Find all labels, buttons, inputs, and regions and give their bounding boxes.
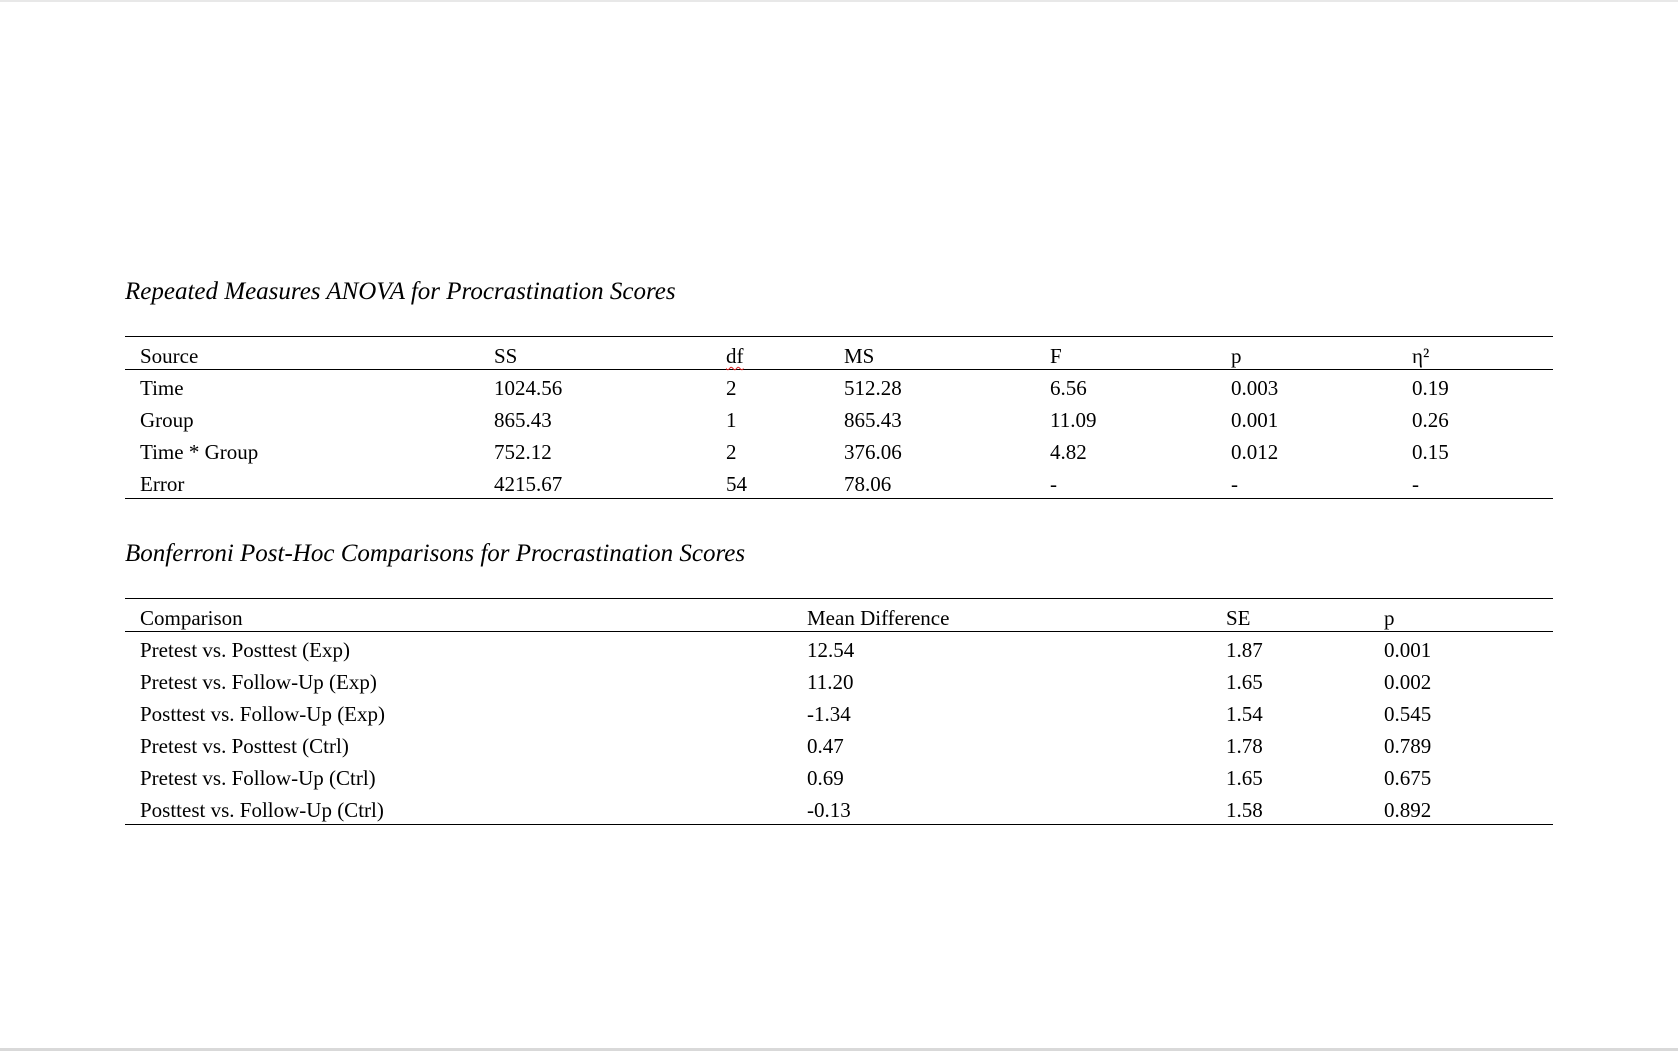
table-row — [125, 632, 1553, 664]
cell-ms: 512.28 — [844, 376, 902, 400]
cell-ms: 865.43 — [844, 408, 902, 432]
cell-ms: 78.06 — [844, 472, 892, 496]
cell-ss: 752.12 — [494, 440, 552, 464]
cell-se: 1.78 — [1226, 734, 1263, 758]
cell-mean-difference: 0.47 — [807, 734, 844, 758]
cell-source: Group — [140, 408, 194, 432]
cell-se: 1.65 — [1226, 670, 1263, 694]
cell-se: 1.87 — [1226, 638, 1263, 662]
posthoc-header-row — [125, 599, 1553, 632]
anova-table — [125, 336, 1553, 499]
cell-f: - — [1050, 472, 1057, 496]
cell-source: Time — [140, 376, 184, 400]
cell-source: Error — [140, 472, 185, 496]
cell-source: Time * Group — [140, 440, 259, 464]
cell-mean-difference: 12.54 — [807, 638, 855, 662]
cell-p: 0.001 — [1384, 638, 1432, 662]
cell-df: 54 — [726, 472, 747, 496]
table-row — [125, 664, 1553, 696]
cell-p: 0.012 — [1231, 440, 1279, 464]
posthoc-header-mean-difference: Mean Difference — [807, 606, 950, 630]
table-row — [125, 370, 1553, 402]
cell-se: 1.54 — [1226, 702, 1263, 726]
cell-p: 0.789 — [1384, 734, 1432, 758]
cell-comparison: Pretest vs. Follow-Up (Exp) — [140, 670, 377, 694]
cell-ss: 1024.56 — [494, 376, 563, 400]
cell-f: 11.09 — [1050, 408, 1097, 432]
cell-ss: 865.43 — [494, 408, 552, 432]
table-row — [125, 728, 1553, 760]
cell-se: 1.65 — [1226, 766, 1263, 790]
anova-header-row — [125, 337, 1553, 370]
cell-f: 4.82 — [1050, 440, 1087, 464]
cell-comparison: Posttest vs. Follow-Up (Ctrl) — [140, 798, 384, 822]
anova-header-ms: MS — [844, 344, 875, 368]
table-row — [125, 696, 1553, 728]
cell-comparison: Posttest vs. Follow-Up (Exp) — [140, 702, 386, 726]
table-row — [125, 434, 1553, 466]
cell-mean-difference: -1.34 — [807, 702, 851, 726]
table-row — [125, 402, 1553, 434]
cell-f: 6.56 — [1050, 376, 1087, 400]
cell-df: 1 — [726, 408, 737, 432]
posthoc-table-title: Bonferroni Post-Hoc Comparisons for Procrastination Scores — [125, 540, 746, 567]
cell-df: 2 — [726, 376, 737, 400]
cell-p: 0.002 — [1384, 670, 1432, 694]
cell-mean-difference: 0.69 — [807, 766, 844, 790]
cell-mean-difference: -0.13 — [807, 798, 851, 822]
cell-eta: 0.15 — [1412, 440, 1449, 464]
anova-table-title: Repeated Measures ANOVA for Procrastination Scores — [125, 278, 676, 305]
posthoc-header-comparison: Comparison — [140, 606, 243, 630]
anova-header-df: df — [726, 344, 744, 368]
anova-header-f: F — [1050, 344, 1062, 368]
cell-eta: - — [1412, 472, 1419, 496]
cell-ms: 376.06 — [844, 440, 902, 464]
table-row — [125, 466, 1553, 498]
cell-comparison: Pretest vs. Follow-Up (Ctrl) — [140, 766, 376, 790]
cell-eta: 0.19 — [1412, 376, 1449, 400]
anova-header-source: Source — [140, 344, 199, 368]
cell-comparison: Pretest vs. Posttest (Exp) — [140, 638, 350, 662]
cell-mean-difference: 11.20 — [807, 670, 854, 694]
cell-p: 0.675 — [1384, 766, 1432, 790]
posthoc-header-p: p — [1384, 606, 1395, 630]
page-top-edge — [0, 0, 1678, 2]
cell-comparison: Pretest vs. Posttest (Ctrl) — [140, 734, 349, 758]
posthoc-header-se: SE — [1226, 606, 1251, 630]
cell-df: 2 — [726, 440, 737, 464]
cell-p: 0.001 — [1231, 408, 1279, 432]
table-row — [125, 760, 1553, 792]
cell-ss: 4215.67 — [494, 472, 563, 496]
cell-p: 0.545 — [1384, 702, 1432, 726]
cell-p: 0.892 — [1384, 798, 1432, 822]
cell-p: 0.003 — [1231, 376, 1279, 400]
anova-header-p: p — [1231, 344, 1242, 368]
table-row — [125, 792, 1553, 824]
anova-header-eta: η² — [1412, 344, 1430, 368]
cell-p: - — [1231, 472, 1238, 496]
anova-header-ss: SS — [494, 344, 518, 368]
cell-se: 1.58 — [1226, 798, 1263, 822]
posthoc-table — [125, 598, 1553, 825]
cell-eta: 0.26 — [1412, 408, 1449, 432]
